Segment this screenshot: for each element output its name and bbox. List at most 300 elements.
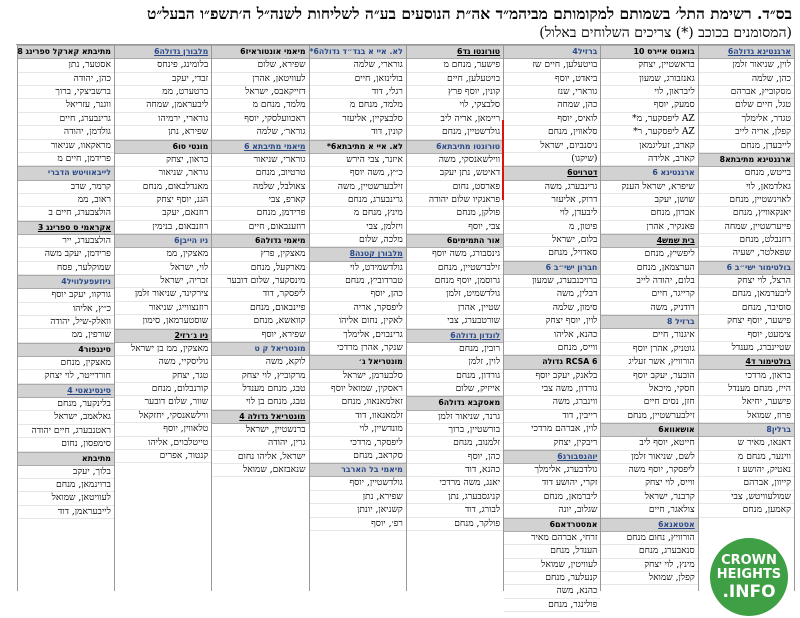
- column-2: [600, 45, 697, 591]
- student-name-row: ברטערט, ממ: [115, 86, 211, 99]
- student-name-row: ברוינמאן, מנחם: [18, 479, 114, 492]
- student-name-row: קונין, דוד: [310, 126, 406, 139]
- location-group: [699, 45, 794, 153]
- page-subtitle: (המסומנים בכוכב (*) צריכים השלוחים באלול): [539, 25, 792, 41]
- student-name-row: הרצל, לוי יצחק: [699, 275, 794, 288]
- student-name-row: לייבעראמן, דוד: [18, 506, 114, 519]
- red-divider-mark: [502, 120, 504, 200]
- student-name-row: פיטון, מ: [504, 221, 600, 234]
- location-header: מלבורן גדולה6: [115, 45, 211, 59]
- location-group: [310, 45, 406, 140]
- student-name-row: שוסטערמאן, סימון: [115, 315, 211, 328]
- student-name-row: הולצבערג, ייר: [18, 235, 114, 248]
- student-name-row: רוזנצווייג, שניאור: [115, 302, 211, 315]
- location-group: [407, 396, 503, 531]
- student-name-row: טגל, חיים שלום: [699, 99, 794, 112]
- student-name-row: לוקא, משה: [212, 356, 308, 369]
- student-name-row: קנטור, אפרים: [115, 450, 211, 463]
- student-name-row: סלבצקי, לוי: [407, 99, 503, 112]
- student-name-row: בלוך, יעקב: [18, 466, 114, 479]
- student-name-row: מלמד, מנחם מ: [212, 99, 308, 112]
- student-name-row: ליבערמאן, מנחם: [699, 288, 794, 301]
- student-name-row: גרינבערג, משה: [504, 181, 600, 194]
- location-header: אושאווא6: [601, 423, 697, 437]
- student-name-row: מינץ, מנחם מ: [310, 207, 406, 220]
- location-header: טורונטו גד6: [407, 45, 503, 59]
- student-name-row: ליפסקר, יוסף משה: [601, 464, 697, 477]
- student-name-row: קרייגר, חיים: [601, 288, 697, 301]
- student-name-row: שורפין, ממ: [18, 329, 114, 342]
- column-7: [114, 45, 211, 591]
- student-name-row: דרוק, אליעזר: [504, 194, 600, 207]
- student-name-row: זבדי, יעקב: [115, 73, 211, 86]
- location-header: ברזיל4: [504, 45, 600, 59]
- location-group: [504, 166, 600, 261]
- student-name-row: אייזיק, שלום: [407, 383, 503, 396]
- student-name-row: ויזלמן, צבי: [310, 221, 406, 234]
- student-name-row: לוי, ישראל: [115, 262, 211, 275]
- location-header: ניו הייבן6: [115, 234, 211, 248]
- location-header: לא. איי א מתיבתא6*: [310, 140, 406, 154]
- student-name-row: גרינבוים, אלימלך: [310, 329, 406, 342]
- location-group: [18, 45, 114, 166]
- location-header: ברלין8: [699, 423, 794, 437]
- student-name-row: מאנדלבאום, מנחם: [115, 181, 211, 194]
- student-name-row: זאלמאנאוו, מנחם: [310, 396, 406, 409]
- student-name-row: גולדשטיין, יוסף: [310, 477, 406, 490]
- student-name-row: לוין, יוסף יצחק: [504, 315, 600, 328]
- location-group: [115, 329, 211, 464]
- student-name-row: בויטעלען, חיים שז: [504, 59, 600, 72]
- student-name-row: דאנאו, מאיר ש: [699, 437, 794, 450]
- location-group: [115, 45, 211, 140]
- location-header: מיאמי גדולה6: [212, 234, 308, 248]
- column-1: [698, 45, 795, 591]
- column-3: [503, 45, 600, 610]
- student-name-row: קפלן, אריה לייב: [699, 126, 794, 139]
- location-header: טורונטו מתיבתא6: [407, 140, 503, 154]
- location-header: בואנוס איירס 10: [601, 45, 697, 59]
- student-name-row: ראכוועלסקי, יוסף: [212, 113, 308, 126]
- location-group: [212, 140, 308, 235]
- student-name-row: ליפסקר, מרדכי: [310, 437, 406, 450]
- student-name-row: פארסט, נחום: [407, 181, 503, 194]
- student-name-row: שיפרא, ישראל הענק: [601, 181, 697, 194]
- student-name-row: טגר, יצחק: [115, 370, 211, 383]
- crownheights-logo: [710, 538, 788, 616]
- student-name-row: פייערשטיין, שמחה: [699, 221, 794, 234]
- student-name-row: גולדמן, יהודה: [18, 126, 114, 139]
- student-name-row: דבלין, משה: [504, 288, 600, 301]
- student-name-row: קרבנר, ישראל: [601, 491, 697, 504]
- student-name-row: בראון, מרדכי: [699, 370, 794, 383]
- student-name-row: גורארי, שלמה: [310, 59, 406, 72]
- student-name-row: שושן, יעקב: [601, 194, 697, 207]
- student-name-row: לייבעדן, מנחם: [699, 140, 794, 153]
- student-name-row: קרמר, שדב: [18, 181, 114, 194]
- student-name-row: מרקוביץ, לוי יצחק: [212, 370, 308, 383]
- location-header: מונטריאל גדולה 4: [212, 410, 308, 424]
- location-header: בולטימור ד4: [699, 355, 794, 369]
- student-name-row: חורדייטר, לוי יצחק: [18, 370, 114, 383]
- student-name-row: ווינער, מנחם מ: [699, 451, 794, 464]
- location-group: [212, 342, 308, 410]
- location-header: ניוזעפעלוויל4: [18, 275, 114, 289]
- student-name-row: פרידמן, יעקב משה: [18, 248, 114, 261]
- location-header: בית שמש4: [601, 234, 697, 248]
- student-name-row: ליפסקר, דוד: [212, 288, 308, 301]
- location-group: [18, 452, 114, 520]
- student-name-row: בראשטיין, יצחק: [601, 59, 697, 72]
- student-name-row: הולצבערג, חיים ב: [18, 207, 114, 220]
- student-name-row: ליפשיץ, מנחם: [601, 248, 697, 261]
- student-name-row: קארב, אלידה: [601, 153, 697, 166]
- location-group: [115, 140, 211, 235]
- student-name-row: גורדון, משה צבי: [504, 383, 600, 396]
- logo-line-2: HEIGHTS: [716, 567, 782, 582]
- location-group: [310, 355, 406, 463]
- student-name-row: נאטיק, יהושע ז: [699, 464, 794, 477]
- student-name-row: קורנבלום, מנחם: [115, 383, 211, 396]
- student-name-row: לעוויטין, שמואל: [504, 559, 600, 572]
- student-name-row: כהן, יוסף: [407, 451, 503, 464]
- student-name-row: פאנקיר, אהרן: [601, 221, 697, 234]
- student-name-row: גורארי, ירמיהו: [115, 113, 211, 126]
- student-name-row: ליפסקר, אריה: [310, 302, 406, 315]
- location-group: [18, 384, 114, 452]
- student-name-row: קונין, יוסף פרץ: [407, 86, 503, 99]
- student-name-row: טבג, מנחם בן לוי: [212, 396, 308, 409]
- student-name-row: מלכה, שלום: [310, 234, 406, 247]
- location-header: לונדון גדולה6: [407, 329, 503, 343]
- student-name-row: שפירא, נתן: [115, 126, 211, 139]
- location-header: דטרויט6: [504, 166, 600, 180]
- location-header: מונטריאל ק ט: [212, 342, 308, 356]
- student-name-row: קפלן, שמואל: [601, 572, 697, 585]
- location-group: [212, 410, 308, 478]
- location-group: [504, 45, 600, 166]
- student-name-row: גרוסמן, יוסף מנחם: [407, 275, 503, 288]
- student-name-row: זילבערשטיין, מנחם: [601, 410, 697, 423]
- student-name-row: דאיטש, נתן יעקב: [407, 167, 503, 180]
- student-name-row: רוזענבאום, חיים: [212, 221, 308, 234]
- student-name-row: גרינבערג, מנחם: [310, 194, 406, 207]
- student-name-row: סוסיבר, מנחם: [699, 302, 794, 315]
- student-name-row: זלמנוב, מנחם: [407, 437, 503, 450]
- student-name-row: פרידמן, מנחם: [212, 207, 308, 220]
- student-name-row: סמעק, יוסף: [601, 99, 697, 112]
- student-name-row: יאנג, משה מרדכי: [407, 477, 503, 490]
- student-name-row: ברשביצקי, ברוך: [18, 86, 114, 99]
- student-name-row: מלמד, מנחם מ: [310, 99, 406, 112]
- location-group: [310, 140, 406, 248]
- student-name-row: טבג, מנחם מענדל: [212, 383, 308, 396]
- student-name-row: חסקי, מיכאל: [601, 383, 697, 396]
- student-name-row: יאנקאוויץ, מנחם: [699, 207, 794, 220]
- student-name-row: מאצקין, ממ בן ישראל: [115, 343, 211, 356]
- student-name-row: סאדויל, מנחם: [504, 247, 600, 260]
- student-name-row: זלמאנאוו, דוד: [310, 410, 406, 423]
- student-name-row: פולקן, מנחם: [407, 207, 503, 220]
- student-name-row: טלאווין, יוסף: [115, 423, 211, 436]
- student-name-row: גרינבערג, חיים: [18, 113, 114, 126]
- location-header: מאסקבא גדולה6: [407, 396, 503, 410]
- student-name-row: הורוויץ, נחום מנחם: [601, 532, 697, 545]
- location-header: סינגפור4: [18, 343, 114, 357]
- student-name-row: שורטבערג, צבי: [407, 315, 503, 328]
- student-name-row: לעוויטאן, שמואל: [18, 492, 114, 505]
- column-6: [211, 45, 308, 591]
- student-name-row: שגלוב, יונה: [504, 504, 600, 517]
- student-name-row: הובער, יעקב יוסף: [601, 370, 697, 383]
- student-name-row: גרין, יהודה: [212, 437, 308, 450]
- student-name-row: גולדבערג, אלימלך: [504, 464, 600, 477]
- student-name-row: קוואשא, מנחם: [212, 315, 308, 328]
- location-group: [310, 463, 406, 531]
- student-name-row: לבורג, דוד: [407, 504, 503, 517]
- location-group: [699, 355, 794, 423]
- student-name-row: גינסבורג, משה יוסף: [407, 248, 503, 261]
- location-header: חברון ישי״ב 6: [504, 261, 600, 275]
- student-name-row: קארב, זעליגמאן: [601, 140, 697, 153]
- student-name-row: ווינברג, משה: [504, 396, 600, 409]
- location-group: [601, 234, 697, 315]
- student-name-row: גוראר׳, שלמה: [212, 126, 308, 139]
- student-name-row: סימפסון, נחום: [18, 438, 114, 451]
- location-group: [504, 261, 600, 356]
- student-name-row: שפירא, שלום: [212, 59, 308, 72]
- student-name-row: ווגנר, עזריאל: [18, 99, 114, 112]
- student-name-row: ישראל, אליהו נחום: [212, 451, 308, 464]
- student-name-row: צאולבל, שלמה: [212, 181, 308, 194]
- student-name-row: מסקוביץ, אברהם: [699, 86, 794, 99]
- student-name-row: קאמען, מנחם: [699, 504, 794, 517]
- student-name-row: (שיקגו): [504, 153, 600, 166]
- student-name-row: פולקר, מנחם: [407, 518, 503, 531]
- student-name-row: בלאנק, יעקב יוסף: [504, 370, 600, 383]
- student-name-row: שפירא, יוסף: [212, 329, 308, 342]
- student-name-row: ברנשטיין, ישראל: [212, 424, 308, 437]
- student-name-row: הענדל, מנחם: [504, 545, 600, 558]
- location-group: [601, 423, 697, 518]
- student-name-row: צימעט, יוסף: [699, 329, 794, 342]
- location-group: [504, 355, 600, 450]
- student-name-row: זכריה, ישראל: [115, 275, 211, 288]
- student-name-row: איגנור, חיים: [601, 329, 697, 342]
- location-group: [212, 45, 308, 140]
- column-4: [406, 45, 503, 591]
- student-name-row: בייטש, מנחם: [699, 167, 794, 180]
- location-group: [212, 234, 308, 342]
- student-name-row: לאוינשטיין, מנחם: [699, 194, 794, 207]
- student-name-row: מאצקין, פרץ: [212, 248, 308, 261]
- student-name-row: רודניק, משה: [601, 302, 697, 315]
- student-name-row: הערצמאן, מנחם: [601, 262, 697, 275]
- student-name-row: גאנזבורג, שמעון: [601, 73, 697, 86]
- student-name-row: דזייקאבס, ישראל: [212, 86, 308, 99]
- student-name-row: זרחי, אברהם מאיר: [504, 532, 600, 545]
- location-group: [699, 261, 794, 356]
- student-name-row: גורדון, מנחם: [407, 370, 503, 383]
- student-name-row: פישער, יחיאל: [699, 396, 794, 409]
- student-name-row: שטיין, אהרן: [407, 302, 503, 315]
- location-group: [699, 153, 794, 261]
- student-name-row: רייבין, דוד: [504, 410, 600, 423]
- student-name-row: ווייס, לוי יצחק: [601, 477, 697, 490]
- student-name-row: גאלדמאן, לוי: [699, 181, 794, 194]
- student-name-row: קשניאן, יונתן: [310, 504, 406, 517]
- student-name-row: ברויכנבערג, שמעון: [504, 275, 600, 288]
- student-name-row: ווייס, מנחם: [504, 342, 600, 355]
- student-name-row: בורשטיין, ברוך: [407, 424, 503, 437]
- student-name-row: בלום, יהודה לייב: [601, 275, 697, 288]
- student-name-row: בולינזאן, חיים: [310, 73, 406, 86]
- student-name-row: שפאלטר, ישעיה: [699, 247, 794, 260]
- location-header: RCSA 6 גדולה: [504, 355, 600, 369]
- column-5: [309, 45, 406, 591]
- student-name-row: סלאווין, מנחם: [504, 126, 600, 139]
- student-name-row: פרידמן, חיים מ: [18, 153, 114, 166]
- location-group: [601, 166, 697, 234]
- page-title: בס״ד. רשימת התל׳ בשמותם למקומותם מביהמ״ד אה״ת הנוסעים בע״ה לשליחות לשנה״ל ה׳תשפ״ו הבעל״ט: [147, 4, 792, 23]
- location-header: סינסינאטי 4: [18, 384, 114, 398]
- student-name-row: זקרי, יהושע דוד: [504, 477, 600, 490]
- student-name-row: בראון, יצחק: [115, 154, 211, 167]
- student-name-row: קייוון, אברהם: [699, 477, 794, 490]
- student-name-row: לשם, שניאור זלמן: [601, 451, 697, 464]
- student-name-row: אסטער, נתן: [18, 59, 114, 72]
- student-name-row: שמוקלער, פסח: [18, 262, 114, 275]
- student-name-row: ליבעראמן, שמחה: [115, 99, 211, 112]
- student-name-row: טרטיוב, מנחם: [212, 167, 308, 180]
- student-name-row: רוזנאם, יעקב: [115, 207, 211, 220]
- location-header: יוהנסבורג6: [504, 450, 600, 464]
- location-group: [504, 518, 600, 613]
- student-name-row: קניגסבערג, נתן: [407, 491, 503, 504]
- student-name-row: לוין, זלמן: [407, 356, 503, 369]
- logo-line-3: .INFO: [722, 582, 776, 602]
- location-header: מיאמי אונטוראיז6: [212, 45, 308, 59]
- student-name-row: ליברמאן, מנחם: [504, 491, 600, 504]
- student-name-row: סקראב, מנחם: [310, 450, 406, 463]
- student-name-row: מינץ, לוי יצחק: [601, 559, 697, 572]
- student-name-row: מונדשיין, לוי: [310, 423, 406, 436]
- student-name-row: הורוויץ, אשר זעליג: [601, 356, 697, 369]
- student-name-row: לוין, אברהם מרדכי: [504, 423, 600, 436]
- location-group: [115, 234, 211, 329]
- student-name-row: קנעלער, מנחם: [504, 572, 600, 585]
- location-group: [407, 329, 503, 397]
- student-name-row: אברון, מנחם: [601, 207, 697, 220]
- student-name-row: גולדשמידט, לוי: [310, 262, 406, 275]
- student-name-row: סלבערמן, ישראל: [310, 370, 406, 383]
- student-name-row: AZ ליפסקער, ר*: [601, 126, 697, 139]
- student-name-row: גורקוו, יעקב יוסף: [18, 289, 114, 302]
- student-name-row: פיינבאום, מנחם: [212, 302, 308, 315]
- student-name-row: רגלי, דוד: [310, 86, 406, 99]
- location-header: מונטריאל ג׳: [310, 355, 406, 369]
- student-name-row: חזן, נסים חיים: [601, 396, 697, 409]
- location-header: ברזיל 8: [601, 315, 697, 329]
- location-header: מתיבתא קארקל ספרינג 8: [18, 45, 114, 59]
- student-name-row: ראוב, ממ: [18, 194, 114, 207]
- student-name-row: פראנקיו שלום יהודה: [407, 194, 503, 207]
- student-name-row: פישער, מנחם מ: [407, 59, 503, 72]
- location-group: [407, 45, 503, 140]
- location-header: בולטימור ישי״ב 6: [699, 261, 794, 275]
- student-name-row: וואלק-שיל, יהודה: [18, 316, 114, 329]
- location-group: [601, 315, 697, 423]
- student-name-row: לואיס, יוסף: [504, 113, 600, 126]
- location-group: [699, 423, 794, 518]
- student-name-row: כהנא, דוד: [407, 464, 503, 477]
- location-header: מיאמי בל הארבר: [310, 463, 406, 477]
- student-name-row: ראטנבערג, חיים יהודה: [18, 425, 114, 438]
- student-name-row: AZ ליפסקער, מ*: [601, 113, 697, 126]
- location-group: [407, 140, 503, 235]
- location-header: אסטאנא6: [601, 518, 697, 532]
- location-group: [18, 275, 114, 343]
- student-name-row: מראקאוו, שניאור: [18, 140, 114, 153]
- student-name-row: שנקר, אהרן מרדכי: [310, 342, 406, 355]
- student-name-row: שוור, שלום דובער: [115, 396, 211, 409]
- location-group: [504, 450, 600, 518]
- location-header: מלבורן קטנה8: [310, 247, 406, 261]
- location-header: אמסטרדאם6: [504, 518, 600, 532]
- student-name-row: רוזנבאום, בנימין: [115, 221, 211, 234]
- student-name-row: מאצקין, ממ: [115, 248, 211, 261]
- student-name-row: ראסקין, שמואל יוסף: [310, 383, 406, 396]
- student-name-row: רפ׳, יוסף: [310, 518, 406, 531]
- column-8: [17, 45, 114, 591]
- student-name-row: סימון, שלמה: [504, 302, 600, 315]
- student-name-row: כהנא, משה: [504, 585, 600, 598]
- location-header: מתיבתא: [18, 452, 114, 466]
- student-name-row: גרנר, שניאור זלמן: [407, 411, 503, 424]
- student-name-row: מאצקין, מנחם: [18, 357, 114, 370]
- location-header: לייבאוויטש הדברי: [18, 166, 114, 180]
- student-name-row: הגנ, יוסף יצחק: [115, 194, 211, 207]
- location-header: ארגנטינא מתיבתא8: [699, 153, 794, 167]
- student-name-row: שנאבזאם, שמואל: [212, 464, 308, 477]
- location-header: ארגנטינא 6: [601, 166, 697, 180]
- student-name-row: בלינקער, מנחם: [18, 398, 114, 411]
- student-name-row: בלום, ישראל: [504, 234, 600, 247]
- location-header: ארגנטינא גדולה6: [699, 45, 794, 59]
- student-name-row: ווילשאנסקי, משה: [407, 154, 503, 167]
- location-group: [18, 221, 114, 275]
- student-name-row: בלומינג, פינחס: [115, 59, 211, 72]
- location-group: [18, 343, 114, 384]
- student-name-row: פישער, יוסף יצחק: [699, 315, 794, 328]
- student-name-row: לאקין, נחום אליהו: [310, 315, 406, 328]
- student-name-row: טברדוביץ, מנחם: [310, 275, 406, 288]
- location-group: [407, 234, 503, 329]
- student-name-row: איזנר, צבי הירש: [310, 154, 406, 167]
- student-name-row: סנאבערג, מנחם: [601, 545, 697, 558]
- location-group: [310, 247, 406, 355]
- student-name-row: פולינגר, מנחם: [504, 599, 600, 612]
- location-group: [601, 518, 697, 586]
- student-name-row: צבי, יוסף: [407, 221, 503, 234]
- student-name-row: ניסנביום, ישראל: [504, 140, 600, 153]
- student-name-row: ביאדט, יוסף: [504, 73, 600, 86]
- student-name-row: גולדשטיין, מנחם: [407, 126, 503, 139]
- location-header: ניו ג׳רזי2: [115, 329, 211, 343]
- student-name-row: גולדשמיט, זלמן: [407, 288, 503, 301]
- student-name-row: טגדר, אלימלך: [699, 113, 794, 126]
- student-name-row: גוראר, שניאור: [115, 167, 211, 180]
